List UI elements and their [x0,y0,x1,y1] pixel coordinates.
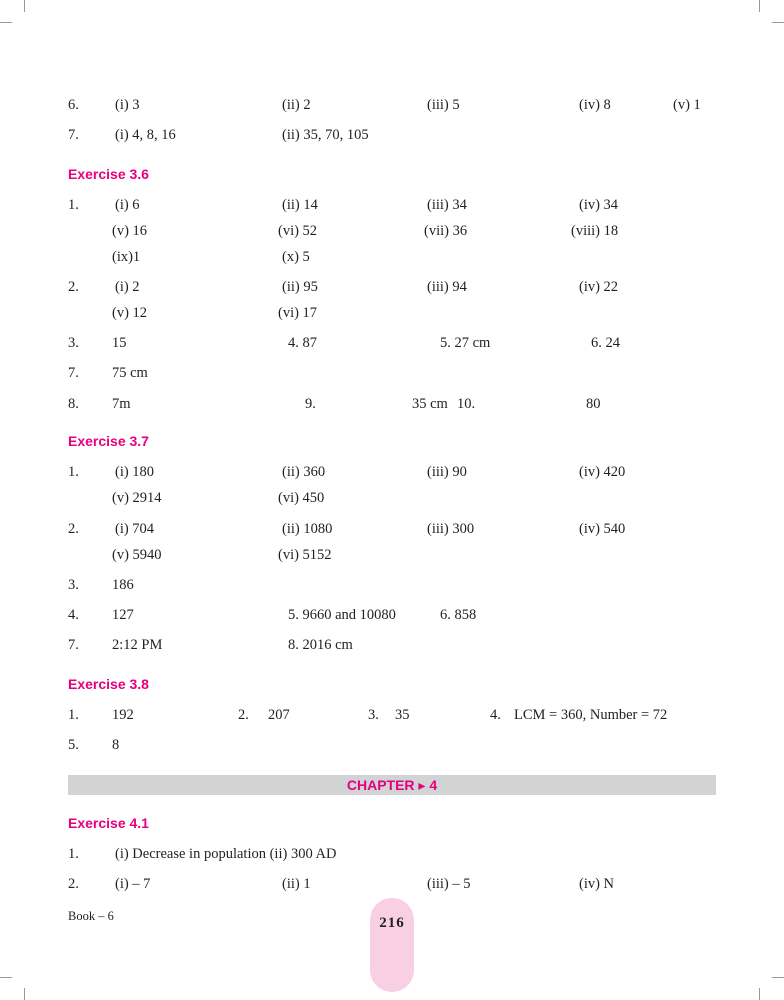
q6-answer-i: (i) 3 [115,97,140,113]
ex36-q1-iv: (iv) 34 [579,197,619,213]
ex37-q3-answer: 186 [112,577,134,593]
ex36-q8-answer: 7m [112,396,131,412]
ex36-q10-answer: 80 [586,396,601,412]
q6-answer-ii: (ii) 2 [282,97,311,113]
ex37-q1-vi: (vi) 450 [278,490,325,506]
ex37-q3-number: 3. [68,577,79,593]
ex36-q8-number: 8. [68,396,79,412]
ex36-q1-viii: (viii) 18 [571,223,619,239]
ex41-q2-number: 2. [68,876,79,892]
q7-answer-ii: (ii) 35, 70, 105 [282,127,369,143]
ex37-q2-ii: (ii) 1080 [282,521,333,537]
ex37-q4-answer: 127 [112,607,134,623]
ex36-q9-number: 9. [305,396,316,412]
ex36-q2-ii: (ii) 95 [282,279,318,295]
ex37-q7-answer: 2:12 PM [112,637,163,653]
ex36-q1-v: (v) 16 [112,223,148,239]
ex36-q5-answer: 5. 27 cm [440,335,491,351]
ex36-q2-number: 2. [68,279,79,295]
ex41-q2-i: (i) – 7 [115,876,151,892]
crop-mark [759,0,760,12]
page-number-tab [370,898,414,992]
crop-mark [759,988,760,1000]
ex37-q1-number: 1. [68,464,79,480]
ex38-q3-number: 3. [368,707,379,723]
book-footer: Book – 6 [68,909,114,923]
ex37-q7-number: 7. [68,637,79,653]
ex36-q3-answer: 15 [112,335,127,351]
ex37-q2-v: (v) 5940 [112,547,162,563]
ex38-q5-number: 5. [68,737,79,753]
ex37-q2-iii: (iii) 300 [427,521,475,537]
ex37-q1-iv: (iv) 420 [579,464,626,480]
ex37-q5-answer: 5. 9660 and 10080 [288,607,396,623]
ex38-q3-answer: 35 [395,707,410,723]
exercise-3-6-heading: Exercise 3.6 [68,166,149,182]
crop-mark [24,0,25,12]
q6-answer-iii: (iii) 5 [427,97,460,113]
ex38-q5-answer: 8 [112,737,120,753]
ex36-q1-x: (x) 5 [282,249,310,265]
exercise-4-1-heading: Exercise 4.1 [68,815,149,831]
ex38-q1-answer: 192 [112,707,134,723]
ex37-q1-iii: (iii) 90 [427,464,467,480]
ex36-q1-vii: (vii) 36 [424,223,468,239]
ex41-q2-iv: (iv) N [579,876,615,892]
ex38-q4-number: 4. [490,707,501,723]
ex37-q2-iv: (iv) 540 [579,521,626,537]
ex36-q2-iv: (iv) 22 [579,279,619,295]
ex37-q1-ii: (ii) 360 [282,464,326,480]
ex41-q1-number: 1. [68,846,79,862]
exercise-3-8-heading: Exercise 3.8 [68,676,149,692]
ex38-q2-number: 2. [238,707,249,723]
ex38-q1-number: 1. [68,707,79,723]
ex36-q1-ii: (ii) 14 [282,197,318,213]
crop-mark [772,22,784,23]
ex36-q6-answer: 6. 24 [591,335,620,351]
crop-mark [0,977,12,978]
ex41-q2-ii: (ii) 1 [282,876,311,892]
crop-mark [772,977,784,978]
ex36-q2-v: (v) 12 [112,305,148,321]
ex37-q2-vi: (vi) 5152 [278,547,332,563]
ex37-q1-v: (v) 2914 [112,490,162,506]
chapter-bar [68,775,716,795]
ex38-q4-answer: LCM = 360, Number = 72 [514,707,668,723]
q7-number: 7. [68,127,79,143]
ex36-q3-number: 3. [68,335,79,351]
crop-mark [0,22,12,23]
ex36-q2-vi: (vi) 17 [278,305,318,321]
ex36-q1-i: (i) 6 [115,197,140,213]
crop-mark [24,988,25,1000]
q6-number: 6. [68,97,79,113]
q6-answer-v: (v) 1 [673,97,701,113]
ex36-q2-iii: (iii) 94 [427,279,467,295]
ex41-q1-answer: (i) Decrease in population (ii) 300 AD [115,846,337,862]
q7-answer-i: (i) 4, 8, 16 [115,127,176,143]
ex37-q1-i: (i) 180 [115,464,155,480]
chapter-4-heading: CHAPTER ▸ 4 [346,777,438,793]
ex36-q2-i: (i) 2 [115,279,140,295]
ex38-q2-answer: 207 [268,707,290,723]
ex36-q1-ix: (ix)1 [112,249,141,265]
ex37-q6-answer: 6. 858 [440,607,477,623]
ex37-q4-number: 4. [68,607,79,623]
ex36-q7-answer: 75 cm [112,365,148,381]
ex41-q2-iii: (iii) – 5 [427,876,471,892]
ex36-q9-answer: 35 cm [412,396,448,412]
ex36-q1-vi: (vi) 52 [278,223,318,239]
page-number: 216 [379,915,405,931]
ex37-q2-number: 2. [68,521,79,537]
exercise-3-7-heading: Exercise 3.7 [68,433,149,449]
ex36-q4-answer: 4. 87 [288,335,317,351]
ex37-q8-answer: 8. 2016 cm [288,637,353,653]
ex37-q2-i: (i) 704 [115,521,155,537]
ex36-q1-iii: (iii) 34 [427,197,467,213]
ex36-q1-number: 1. [68,197,79,213]
ex36-q7-number: 7. [68,365,79,381]
ex36-q10-number: 10. [457,396,476,412]
q6-answer-iv: (iv) 8 [579,97,611,113]
